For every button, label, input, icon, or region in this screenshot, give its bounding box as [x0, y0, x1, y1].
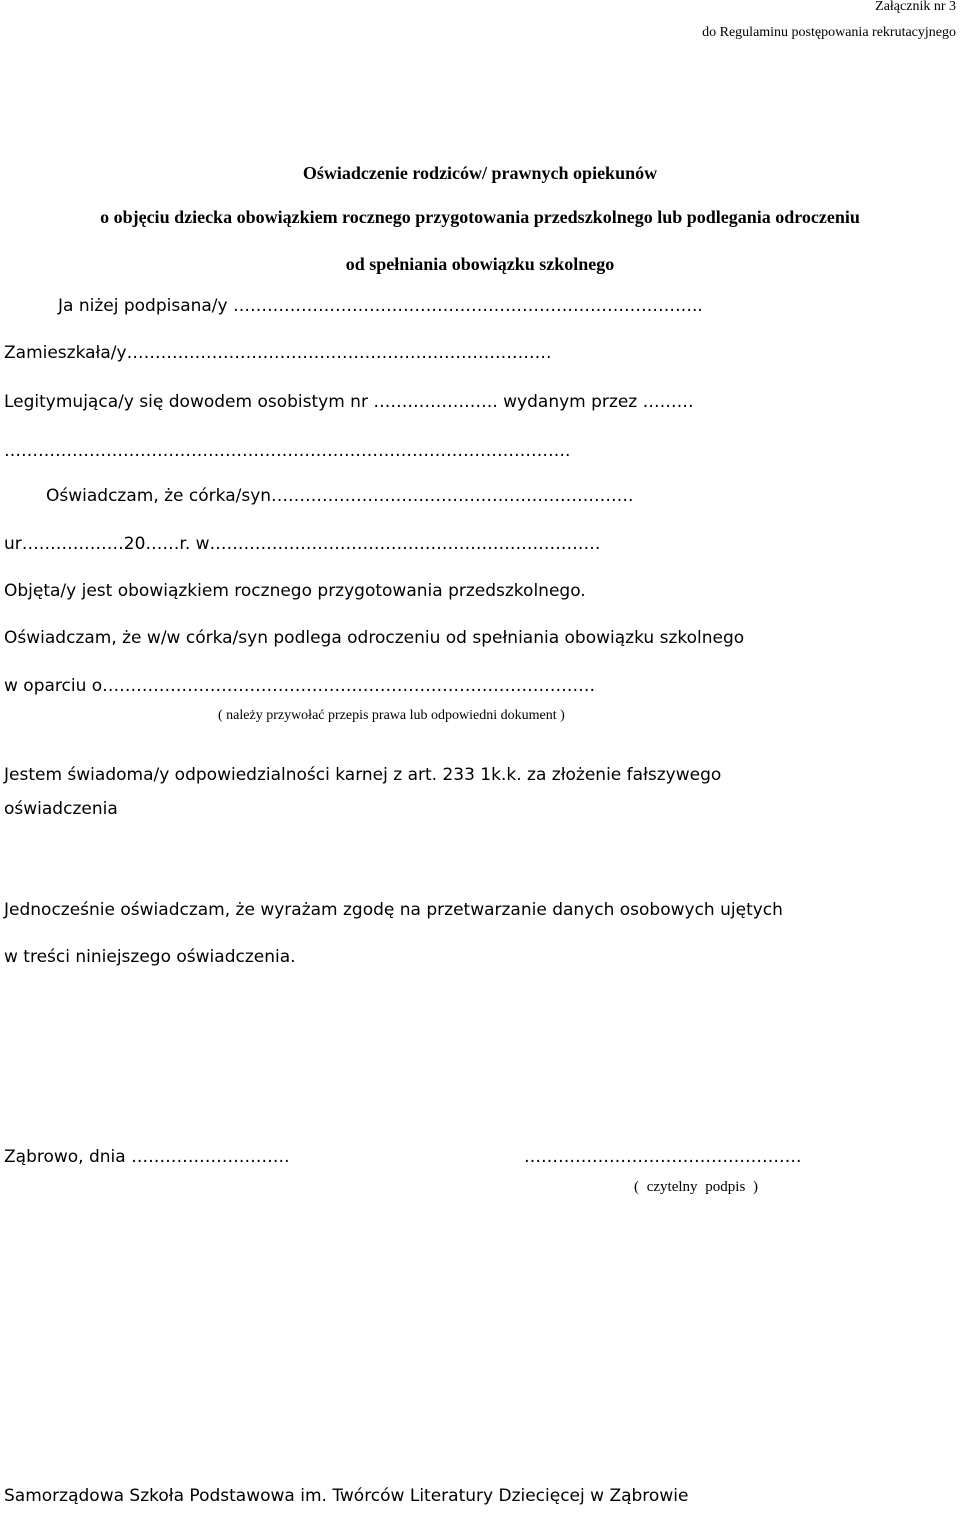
- signer-field: Ja niżej podpisana/y ………………………………………………………………………..: [58, 296, 703, 316]
- signature-hint: ( czytelny podpis ): [634, 1179, 759, 1195]
- document-subtitle: o objęciu dziecka obowiązkiem rocznego przygotowania przedszkolnego lub podlegania odroczeniu: [100, 207, 860, 227]
- liability-statement-cont: oświadczenia: [4, 799, 118, 819]
- document-subtitle-cont: od spełniania obowiązku szkolnego: [345, 254, 615, 274]
- consent-statement: Jednocześnie oświadczam, że wyrażam zgodę na przetwarzanie danych osobowych ujętych: [4, 900, 783, 920]
- consent-statement-cont: w treści niniejszego oświadczenia.: [4, 947, 296, 967]
- residence-field: Zamieszkała/y…………………………………………………………………: [4, 343, 552, 363]
- birth-field: ur………………20……r. w……………………………………………………………: [4, 534, 601, 554]
- deferral-statement: Oświadczam, że w/w córka/syn podlega odroczeniu od spełniania obowiązku szkolnego: [4, 628, 745, 648]
- id-document-field: Legitymująca/y się dowodem osobistym nr …………………. wydanym przez ………: [4, 392, 694, 412]
- basis-field: w oparciu o……………………………………………………………………………: [4, 676, 596, 696]
- regulation-reference: do Regulaminu postępowania rekrutacyjnego: [702, 25, 956, 40]
- school-name-footer: Samorządowa Szkoła Podstawowa im. Twórców Literatury Dziecięcej w Ząbrowie: [4, 1486, 689, 1506]
- obligation-statement: Objęta/y jest obowiązkiem rocznego przygotowania przedszkolnego.: [4, 581, 586, 601]
- liability-statement: Jestem świadoma/y odpowiedzialności karnej z art. 233 1k.k. za złożenie fałszywego: [4, 765, 722, 785]
- issuer-continuation-field: ……………………………………………………………………………………….: [4, 441, 571, 461]
- signature-line: ………………………………………….: [524, 1147, 802, 1167]
- place-date-field: Ząbrowo, dnia ……………………….: [4, 1147, 290, 1167]
- annex-number: Załącznik nr 3: [875, 0, 956, 14]
- basis-hint: ( należy przywołać przepis prawa lub odpowiedni dokument ): [218, 708, 565, 723]
- child-field: Oświadczam, że córka/syn……………………………………………………….: [46, 486, 634, 506]
- document-title: Oświadczenie rodziców/ prawnych opiekunów: [302, 163, 658, 183]
